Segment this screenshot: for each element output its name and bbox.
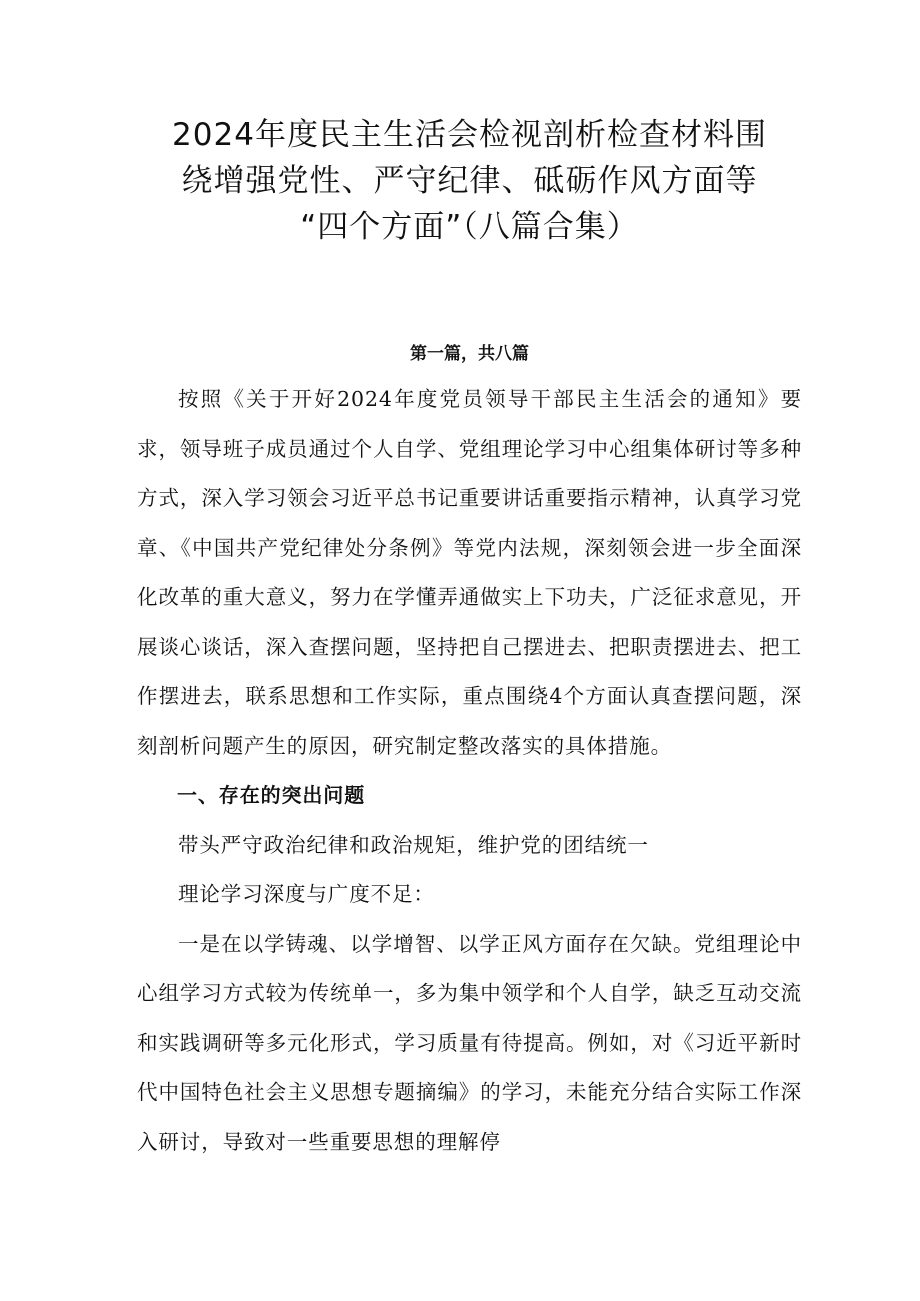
sub-topic-line: 理论学习深度与广度不足： <box>178 882 435 906</box>
title-line: 绕增强党性、严守纪律、砥砺作风方面等 <box>181 163 758 199</box>
title-line: 2024年度民主生活会检视剖析检查材料围 <box>172 117 767 153</box>
title-line: “四个方面”（八篇合集） <box>300 209 639 245</box>
intro-paragraph: 按照《关于开好2024年度党员领导干部民主生活会的通知》要求，领导班子成员通过个人自学、党组理论学习中心组集体研讨等多种方式，深入学习领会习近平总书记重要讲话重要指示精神，认真学习党章、《中国共产党纪律处分条例》等党内法规，深刻领会进一步全面深化改革的重大意义，努力在学懂弄通做实上下功夫，广泛征求意见，开展谈心谈话，深入查摆问题，坚持把自己摆进去、把职责摆进去、把工作摆进去，联系思想和工作实际，重点围绕4个方面认真查摆问题，深刻剖析问题产生的原因，研究制定整改落实的具体措施。 <box>137 387 802 758</box>
document-title <box>137 112 802 250</box>
document-subtitle: 第一篇，共八篇 <box>410 344 529 364</box>
topic-line: 带头严守政治纪律和政治规矩，维护党的团结统一 <box>178 832 649 857</box>
document-body <box>137 375 802 1167</box>
section-heading: 一、存在的突出问题 <box>177 783 366 807</box>
point-paragraph: 一是在以学铸魂、以学增智、以学正风方面存在欠缺。党组理论中心组学习方式较为传统单一，多为集中领学和个人自学，缺乏互动交流和实践调研等多元化形式，学习质量有待提高。例如，对《习近平新时代中国特色社会主义思想专题摘编》的学习，未能充分结合实际工作深入研讨，导致对一些重要思想的理解停 <box>137 931 802 1154</box>
